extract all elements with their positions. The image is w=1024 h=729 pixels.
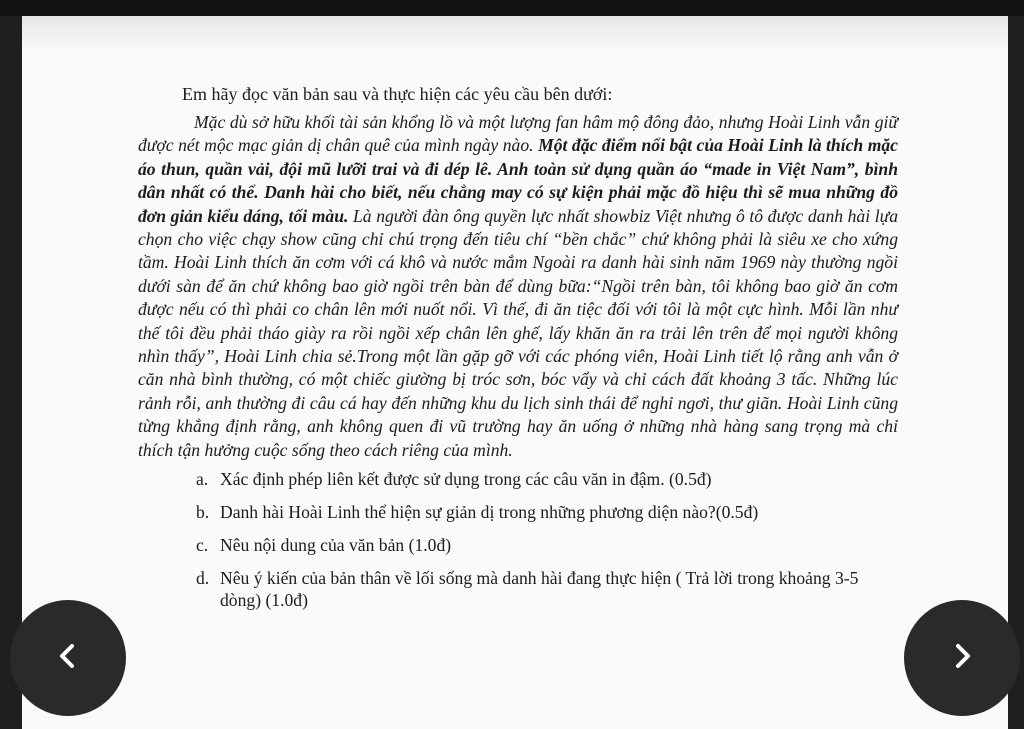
previous-page-button[interactable]	[10, 600, 126, 716]
next-page-button[interactable]	[904, 600, 1020, 716]
chevron-left-icon	[50, 638, 86, 679]
question-item	[196, 534, 898, 556]
question-item	[196, 501, 898, 523]
question-label: d.	[196, 568, 210, 589]
question-item	[196, 567, 898, 611]
question-label: a.	[196, 469, 209, 490]
passage-text-part1: Mặc dù sở hữu khối tài sản khổng lồ và một lượng fan hâm mộ đông đảo, nhưng Hoài Linh vẫn giữ được nét mộc mạc giản dị chân quê của mình ngày nào.	[138, 112, 898, 156]
question-item	[196, 468, 898, 490]
chevron-right-icon	[944, 638, 980, 679]
question-text: Xác định phép liên kết được sử dụng trong các câu văn in đậm. (0.5đ)	[220, 469, 712, 490]
question-list	[138, 468, 898, 611]
document-page	[22, 16, 1008, 729]
instruction-text: Em hãy đọc văn bản sau và thực hiện các yêu cầu bên dưới:	[182, 84, 613, 104]
question-text: Nêu nội dung của văn bản (1.0đ)	[220, 535, 452, 556]
top-bar	[0, 0, 1024, 16]
question-label: b.	[196, 502, 210, 523]
reading-passage	[138, 111, 898, 462]
passage-text-part2: Là người đàn ông quyền lực nhất showbiz Việt nhưng ô tô được danh hài lựa chọn cho việc chạy show cũng chỉ chú trọng đến tiêu chí “bền chắc” chứ không phải là siêu xe cho xứng tầm. Hoài Linh thích ăn cơm với cá khô và nước mắm Ngoài ra danh hài sinh năm 1969 này thường ngồi dưới sàn để ăn chứ không bao giờ ngồi trên bàn để dùng bữa:“Ngồi trên bàn, tôi không bao giờ ăn cơm được nếu có thì phải co chân lên mới nuốt nổi. Vì thế, đi ăn tiệc đối với tôi là một cực hình. Mỗi lần như thế tôi đều phải tháo giày ra rồi ngồi xếp chân lên ghế, lấy khăn ăn ra trải lên trên để mọi người không nhìn thấy”, Hoài Linh chia sẻ.Trong một lần gặp gỡ với các phóng viên, Hoài Linh tiết lộ rằng anh vẫn ở căn nhà bình thường, có một chiếc giường bị tróc sơn, bóc vẩy và chỉ cách đất khoảng 3 tấc. Những lúc rảnh rỗi, anh thường đi câu cá hay đến những khu du lịch sinh thái để nghỉ ngơi, thư giãn. Hoài Linh cũng từng khẳng định rằng, anh không quen đi vũ trường hay ăn uống ở những nhà hàng sang trọng mà chỉ thích tận hưởng cuộc sống theo cách riêng của mình.	[138, 205, 899, 460]
question-text: Danh hài Hoài Linh thể hiện sự giản dị trong những phương diện nào?(0.5đ)	[220, 502, 759, 523]
question-label: c.	[196, 535, 209, 556]
page-top-shade	[22, 16, 1008, 52]
passage-bold-text: Một đặc điểm nổi bật của Hoài Linh là thích mặc áo thun, quần vải, đội mũ lưỡi trai và đi dép lê. Anh toàn sử dụng quần áo “made in Việt Nam”, bình dân nhất có thể. Danh hài cho biết, nếu chẳng may có sự kiện phải mặc đồ hiệu thì sẽ mua những đồ đơn giản kiểu dáng, tối màu.	[138, 135, 898, 226]
question-text: Nêu ý kiến của bản thân về lối sống mà danh hài đang thực hiện ( Trả lời trong khoảng 3-5 dòng) (1.0đ)	[220, 568, 859, 611]
document-content	[138, 84, 898, 622]
